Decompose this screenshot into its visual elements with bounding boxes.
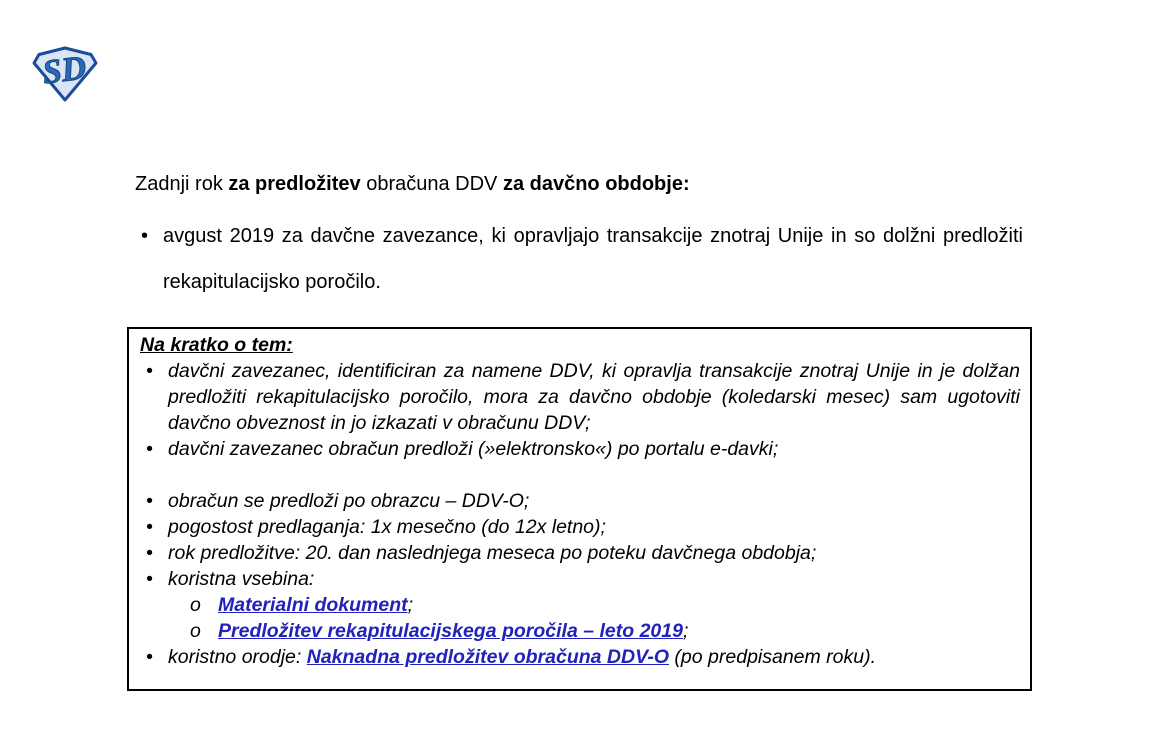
heading-part-1: Zadnji rok	[135, 173, 229, 195]
sub-bullet-1	[190, 592, 1020, 618]
link-materialni-dokument[interactable]: Materialni dokument	[218, 594, 408, 616]
bullet-marker: •	[146, 490, 153, 512]
box-bullet-3-text: obračun se predloži po obrazcu – DDV-O;	[168, 490, 530, 512]
box-bullet-1	[138, 358, 1020, 436]
link-1-suffix: ;	[407, 594, 414, 616]
sub-bullet-marker: o	[190, 594, 201, 616]
box-bullet-5-text: rok predložitve: 20. dan naslednjega meseca po poteku davčnega obdobja;	[168, 542, 817, 564]
blank-line	[138, 462, 1020, 488]
sd-logo	[32, 45, 98, 103]
bullet-marker: •	[146, 360, 153, 382]
link-naknadna-predlozitev-obracuna[interactable]: Naknadna predložitev obračuna DDV-O	[306, 646, 670, 668]
summary-box	[127, 327, 1032, 691]
box-bullet-7	[138, 644, 1020, 670]
bullet-marker: •	[141, 225, 149, 247]
box-bullet-5	[138, 540, 1020, 566]
link-2-suffix: ;	[682, 620, 689, 642]
box-bullet-2	[138, 436, 1020, 462]
sub-bullet-marker: o	[190, 620, 201, 642]
sub-bullet-1-text	[218, 592, 413, 618]
bullet-7-prefix: koristno orodje:	[168, 646, 307, 668]
box-bullet-1-text: davčni zavezanec, identificiran za namene DDV, ki opravlja transakcije znotraj Unije in je dolžan predložiti rekapitulacijsko poročilo, mora za davčno obdobje (koledarski mesec) sam ugotoviti davčno obveznost in jo izkazati v obračunu DDV;	[168, 360, 1020, 434]
box-heading: Na kratko o tem:	[140, 334, 293, 356]
heading-part-3: obračuna DDV	[360, 173, 503, 195]
link-predlozitev-rekapitulacijskega-porocila[interactable]: Predložitev rekapitulacijskega poročila – leto 2019	[218, 620, 683, 642]
bullet-marker: •	[146, 438, 153, 460]
bullet-7-suffix: (po predpisanem roku).	[669, 646, 877, 668]
box-bullet-7-text	[168, 644, 1020, 670]
heading-part-4: za davčno obdobje:	[502, 173, 690, 195]
logo-letters: SD	[40, 49, 89, 92]
intro-bullet	[135, 213, 1023, 305]
sub-bullet-2	[190, 618, 1020, 644]
intro-section	[135, 213, 1023, 305]
box-bullet-4	[138, 514, 1020, 540]
bullet-marker: •	[146, 516, 153, 538]
heading-part-2: za predložitev	[228, 173, 361, 195]
page-title	[135, 172, 690, 196]
sd-shield-icon	[32, 45, 98, 103]
bullet-marker: •	[146, 646, 153, 668]
box-bullet-6-text: koristna vsebina:	[168, 568, 315, 590]
box-bullet-6	[138, 566, 1020, 592]
box-bullet-2-text: davčni zavezanec obračun predloži (»elektronsko«) po portalu e-davki;	[168, 438, 779, 460]
box-bullet-3	[138, 488, 1020, 514]
box-bullet-4-text: pogostost predlaganja: 1x mesečno (do 12x letno);	[168, 516, 606, 538]
bullet-marker: •	[146, 542, 153, 564]
sub-bullet-2-text	[218, 618, 688, 644]
bullet-marker: •	[146, 568, 153, 590]
intro-bullet-text: avgust 2019 za davčne zavezance, ki opravljajo transakcije znotraj Unije in so dolžni predložiti rekapitulacijsko poročilo.	[163, 225, 1023, 293]
